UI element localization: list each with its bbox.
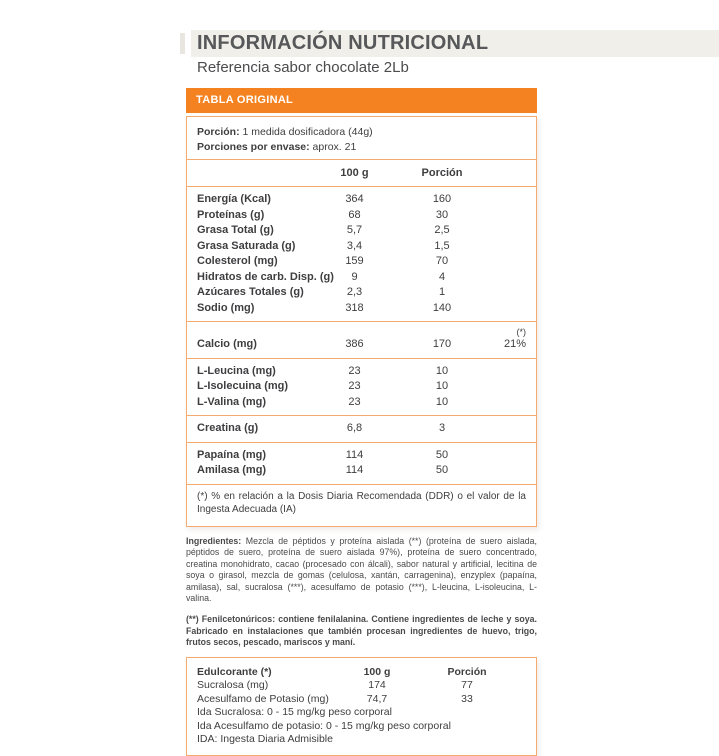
nutrient-label: Sodio (mg) bbox=[197, 301, 255, 314]
column-header-row bbox=[197, 165, 526, 181]
sweetener-header-label: Edulcorante (*) bbox=[197, 665, 272, 678]
servings-per-container-value: aprox. 21 bbox=[309, 140, 357, 153]
value-100g: 23 bbox=[348, 380, 361, 392]
value-portion: 70 bbox=[435, 255, 449, 267]
nutrient-row bbox=[197, 448, 526, 464]
sweetener-row bbox=[197, 679, 526, 693]
value-portion: 170 bbox=[432, 338, 452, 350]
value-100g: 23 bbox=[348, 395, 361, 408]
nutrient-label: Papaína (mg) bbox=[197, 448, 267, 461]
sweetener-row bbox=[197, 693, 526, 707]
title-left-tick bbox=[180, 33, 185, 54]
nutrient-row bbox=[197, 208, 526, 224]
ida-note: Ida Sucralosa: 0 - 15 mg/kg peso corporal bbox=[197, 706, 392, 719]
sweetener-header-100g: 100 g bbox=[363, 665, 391, 678]
value-portion: 10 bbox=[435, 364, 449, 377]
sweetener-label: Acesulfamo de Potasio (mg) bbox=[197, 692, 329, 705]
value-100g: 3,4 bbox=[346, 239, 363, 252]
divider bbox=[187, 358, 536, 359]
nutrient-label: Azúcares Totales (g) bbox=[197, 286, 304, 298]
nutrient-row bbox=[197, 192, 526, 208]
value-100g: 74,7 bbox=[366, 692, 388, 705]
nutrient-row bbox=[197, 270, 526, 286]
ingredients-label: Ingredientes: bbox=[186, 535, 242, 546]
value-portion: 1,5 bbox=[434, 239, 450, 252]
value-100g: 174 bbox=[368, 679, 386, 692]
nutrient-row bbox=[197, 285, 526, 301]
value-100g: 2,3 bbox=[346, 286, 363, 298]
nutrient-row bbox=[197, 395, 526, 411]
value-100g: 364 bbox=[345, 193, 364, 205]
value-100g: 159 bbox=[345, 255, 364, 267]
nutrient-row bbox=[197, 239, 526, 255]
divider bbox=[187, 159, 536, 160]
value-100g: 5,7 bbox=[346, 224, 363, 236]
value-portion: 77 bbox=[461, 679, 473, 692]
value-portion: 30 bbox=[435, 208, 449, 221]
servings-per-container-line bbox=[197, 140, 526, 155]
page-subtitle: Referencia sabor chocolate 2Lb bbox=[197, 59, 409, 76]
nutrient-label: L-Isolecuina (mg) bbox=[197, 380, 289, 392]
nutrient-label: L-Leucina (mg) bbox=[197, 364, 276, 377]
nutrient-row bbox=[197, 254, 526, 270]
servings-per-container-label: Porciones por envase: bbox=[197, 140, 310, 153]
value-100g: 386 bbox=[345, 338, 364, 350]
nutrient-label: Grasa Saturada (g) bbox=[197, 239, 296, 252]
nutrient-row bbox=[197, 421, 526, 437]
nutrient-row-calcium bbox=[197, 337, 526, 353]
ida-note: IDA: Ingesta Diaria Admisible bbox=[197, 733, 333, 746]
value-100g: 23 bbox=[348, 364, 361, 377]
sweetener-header-row bbox=[197, 665, 526, 680]
value-portion: 10 bbox=[435, 380, 449, 392]
divider bbox=[187, 442, 536, 443]
value-100g: 114 bbox=[345, 448, 364, 461]
nutrient-row bbox=[197, 463, 526, 479]
value-portion: 2,5 bbox=[434, 224, 450, 236]
value-portion: 33 bbox=[461, 692, 473, 705]
value-100g: 68 bbox=[348, 208, 361, 221]
serving-size-line bbox=[197, 125, 526, 140]
ddr-footnote: (*) % en relación a la Dosis Diaria Recomendada (DDR) o el valor de la Ingesta Adecuada (IA) bbox=[197, 490, 526, 515]
value-portion: 160 bbox=[432, 193, 452, 205]
ingredients-text: Mezcla de péptidos y proteína aislada (**) (proteína de suero aislada, péptidos de suero, proteína de suero aislada 97%), proteína de suero concentrado, creatina monohidrato, cacao (procesado con álcali), sabor natural y artificial, lecitina de soya o girasol, mezcla de gomas (celulosa, xantán, carragenina), enzyplex (papaína, amilasa), sal, sucralosa (***), acesulfamo de potasio (***), L-leucina, L-isoleucina, L-valina. bbox=[186, 535, 537, 604]
nutrient-label: L-Valina (mg) bbox=[197, 395, 267, 408]
value-portion: 10 bbox=[435, 395, 449, 408]
value-portion: 3 bbox=[438, 422, 446, 434]
value-100g: 6,8 bbox=[346, 422, 363, 434]
nutrient-label: Grasa Total (g) bbox=[197, 224, 274, 236]
divider bbox=[187, 321, 536, 322]
sweetener-header-portion: Porción bbox=[447, 665, 487, 678]
value-portion: 4 bbox=[438, 270, 446, 283]
nutrient-label: Energía (Kcal) bbox=[197, 193, 271, 205]
sweetener-box bbox=[186, 657, 537, 756]
value-ddr: 21% bbox=[503, 338, 526, 350]
nutrient-label: Amilasa (mg) bbox=[197, 464, 267, 476]
value-portion: 140 bbox=[432, 301, 452, 314]
value-portion: 50 bbox=[435, 448, 449, 461]
page-title: INFORMACIÓN NUTRICIONAL bbox=[197, 32, 489, 54]
divider bbox=[187, 186, 536, 187]
ddr-marker: (*) bbox=[516, 327, 526, 337]
serving-size-value: 1 medida dosificadora (44g) bbox=[239, 126, 373, 138]
nutrient-label: Colesterol (mg) bbox=[197, 255, 278, 267]
value-100g: 318 bbox=[345, 301, 364, 314]
nutrient-row bbox=[197, 364, 526, 380]
table-banner: TABLA ORIGINAL bbox=[186, 88, 537, 113]
divider bbox=[187, 484, 536, 485]
nutrient-label: Hidratos de carb. Disp. (g) bbox=[197, 270, 334, 283]
value-portion: 1 bbox=[438, 286, 446, 298]
value-100g: 9 bbox=[351, 270, 358, 283]
ingredients-paragraph bbox=[186, 536, 537, 606]
value-100g: 114 bbox=[345, 464, 364, 476]
column-header-100g: 100 g bbox=[340, 167, 369, 179]
serving-size-label: Porción: bbox=[197, 126, 240, 138]
nutrient-row bbox=[197, 301, 526, 317]
column-header-portion: Porción bbox=[421, 167, 463, 179]
main-nutrition-box bbox=[186, 116, 537, 527]
nutrient-label: Creatina (g) bbox=[197, 422, 259, 434]
ida-note: Ida Acesulfamo de potasio: 0 - 15 mg/kg peso corporal bbox=[197, 719, 451, 732]
value-portion: 50 bbox=[435, 464, 449, 476]
nutrient-label: Calcio (mg) bbox=[197, 338, 257, 350]
allergen-paragraph: (**) Fenilcetonúricos: contiene fenilalanina. Contiene ingredientes de leche y soya. Fabricado en instalaciones que también procesan ingredientes de huevo, trigo, frutos secos, pescado, mariscos y maní. bbox=[186, 614, 537, 648]
sweetener-label: Sucralosa (mg) bbox=[197, 679, 269, 692]
nutrient-row bbox=[197, 223, 526, 239]
divider bbox=[187, 415, 536, 416]
nutrient-label: Proteínas (g) bbox=[197, 208, 265, 221]
nutrient-row bbox=[197, 379, 526, 395]
nutrition-label bbox=[186, 30, 537, 756]
